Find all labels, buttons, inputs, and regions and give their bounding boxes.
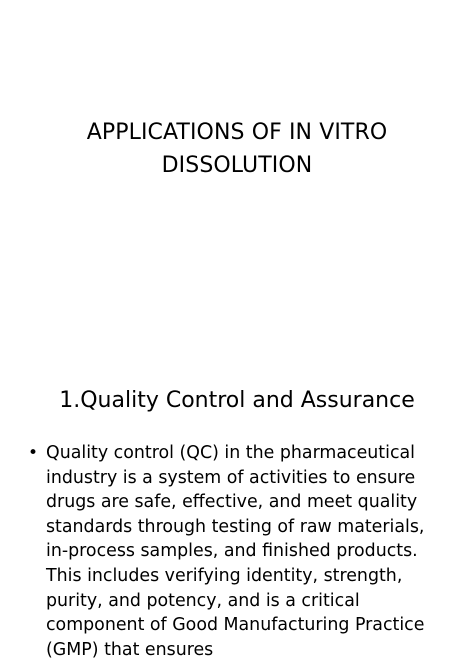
bullet-text: Quality control (QC) in the pharmaceutical industry is a system of activities to ensure drugs are safe, effective, and meet quality standards through testing of raw materials, in-process samples, and finished products. This includes verifying identity, strength, purity, and potency, and is a critical component of Good Manufacturing Practice (GMP) that ensures bbox=[46, 443, 425, 660]
slide-title-heading bbox=[0, 116, 474, 182]
section-heading: 1.Quality Control and Assurance bbox=[59, 388, 415, 413]
bullet-list bbox=[28, 441, 448, 662]
slide-title bbox=[0, 0, 474, 316]
title-line-1: APPLICATIONS OF IN VITRO bbox=[86, 120, 388, 145]
slide-quality-control bbox=[0, 316, 474, 660]
bullet-marker: • bbox=[28, 443, 39, 463]
title-line-2: DISSOLUTION bbox=[161, 153, 313, 178]
bullet-item bbox=[28, 441, 448, 662]
